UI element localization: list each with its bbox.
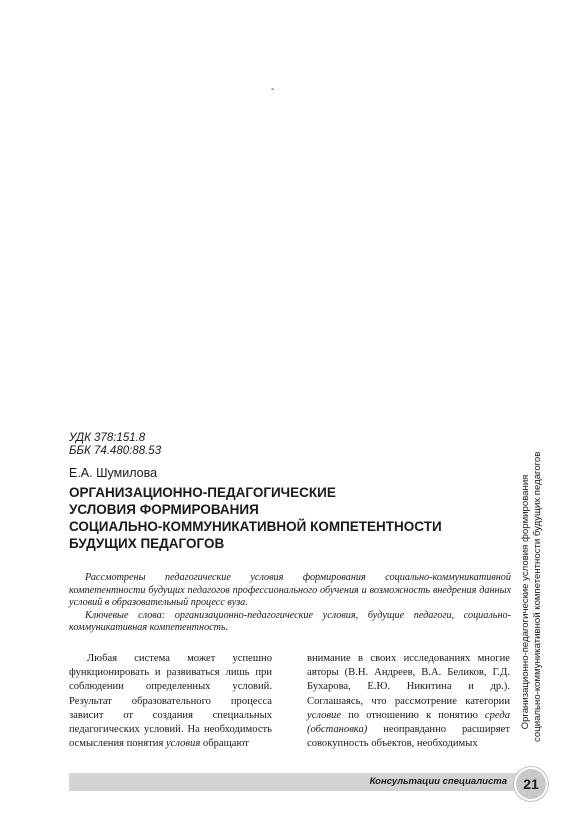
article-title	[69, 484, 519, 552]
body-paragraph	[307, 652, 510, 751]
body-text: неоправданно расширяет совокупность объектов, необходимых	[307, 724, 510, 750]
body-text: обращают	[200, 738, 249, 750]
udk-code: УДК 378:151.8	[69, 432, 146, 444]
body-text: внимание в своих исследованиях многие авторы (В.Н. Андреев, В.А. Беликов, Г.Д. Бухарова, Е.Ю. Никитина и др.). Соглашаясь, что рассмотрение категории	[307, 653, 510, 707]
section-label: Консультации специалиста	[369, 776, 507, 787]
body-column-right	[307, 652, 510, 751]
title-line: УСЛОВИЯ ФОРМИРОВАНИЯ	[69, 502, 259, 517]
running-header-vertical	[520, 451, 544, 742]
title-line: БУДУЩИХ ПЕДАГОГОВ	[69, 536, 225, 551]
running-header-line: социально-коммуникативной компетентности будущих педагогов	[532, 451, 543, 742]
body-emphasis: условия	[165, 738, 201, 750]
body-text: по отношению к понятию	[341, 709, 485, 721]
abstract-block	[69, 572, 511, 635]
body-emphasis: условие	[307, 709, 342, 721]
abstract-text: Рассмотрены педагогические условия формирования социально-коммуникативной компетентности будущих педагогов профессионального обучения и возможность внедрения данных условий в образовательный процесс вуза.	[69, 572, 511, 608]
classification-codes	[69, 432, 161, 458]
body-paragraph	[69, 652, 272, 751]
title-line: СОЦИАЛЬНО-КОММУНИКАТИВНОЙ КОМПЕТЕНТНОСТИ	[69, 519, 442, 534]
body-emphasis: среда (обстановка)	[307, 709, 510, 736]
page-number: 21	[514, 767, 548, 801]
stray-mark: -	[271, 84, 275, 95]
body-text: Любая система может успешно функционировать и развиваться лишь при соблюдении определенных условий. Результат образовательного процесса зависит от создания специальных педагогических условий. На необходимость осмысления понятия	[69, 653, 272, 750]
author-name: Е.А. Шумилова	[69, 466, 158, 480]
body-column-left	[69, 652, 272, 751]
footer-bar	[69, 773, 521, 791]
bbk-code: ББК 74.480:88.53	[69, 445, 162, 457]
keywords-text: Ключевые слова: организационно-педагогические условия, будущие педагоги, социально-коммуникативная компетентность.	[69, 609, 511, 633]
title-line: ОРГАНИЗАЦИОННО-ПЕДАГОГИЧЕСКИЕ	[69, 485, 336, 500]
running-header-line: Организационно-педагогические условия формирования	[520, 474, 531, 730]
